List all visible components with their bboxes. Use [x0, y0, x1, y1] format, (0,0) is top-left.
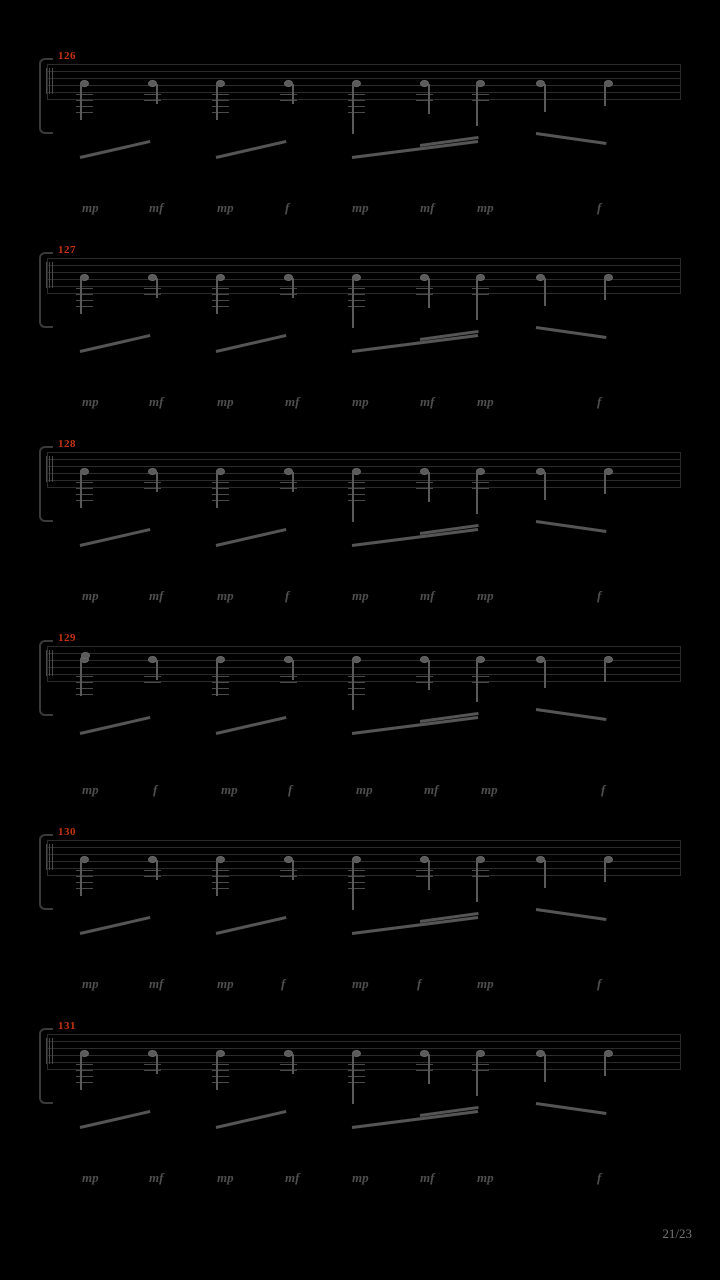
dynamic-marking: mf	[420, 394, 435, 409]
ledger-line	[144, 288, 161, 289]
note-stem	[544, 1054, 546, 1082]
dynamic-marking: mp	[477, 588, 494, 603]
dynamic-marking: mp	[352, 976, 369, 991]
ledger-line	[348, 882, 365, 883]
dynamic-marking: mp	[356, 782, 373, 797]
ledger-line	[76, 870, 93, 871]
ledger-line	[212, 888, 229, 889]
dynamic-marking: f	[281, 976, 286, 991]
beam	[352, 1110, 478, 1129]
dynamic-marking: f	[597, 1170, 602, 1185]
measure-number: 130	[58, 826, 76, 838]
note-stem	[476, 660, 478, 702]
ledger-line	[144, 682, 161, 683]
dynamic-marking: mf	[420, 588, 435, 603]
ledger-line	[144, 876, 161, 877]
ledger-line	[76, 694, 93, 695]
dynamic-marking: mp	[481, 782, 498, 797]
ledger-line	[416, 294, 433, 295]
ledger-line	[212, 294, 229, 295]
note-stem	[352, 84, 354, 134]
ledger-line	[472, 100, 489, 101]
dynamic-marking: mp	[82, 394, 99, 409]
ledger-line	[348, 1076, 365, 1077]
note-stem	[156, 660, 158, 680]
ledger-line	[416, 1064, 433, 1065]
ledger-line	[472, 294, 489, 295]
beam	[80, 140, 151, 159]
note-stem	[80, 860, 82, 896]
ledger-line	[348, 888, 365, 889]
note-stem	[216, 660, 218, 696]
barline	[47, 258, 48, 294]
measure-number: 128	[58, 438, 76, 450]
measure-number: 127	[58, 244, 76, 256]
ledger-line	[144, 1064, 161, 1065]
dynamic-marking: f	[417, 976, 422, 991]
beam	[80, 528, 151, 547]
note-stem	[80, 472, 82, 508]
ledger-line	[416, 876, 433, 877]
ledger-line	[416, 482, 433, 483]
ledger-line	[144, 94, 161, 95]
dynamic-marking: mp	[352, 588, 369, 603]
ledger-line	[280, 876, 297, 877]
ledger-line	[212, 1076, 229, 1077]
measure-number: 129	[58, 632, 76, 644]
barline	[680, 258, 681, 294]
note-stem	[156, 860, 158, 880]
note-stem	[428, 278, 430, 308]
dynamic-marking: mp	[82, 782, 99, 797]
note-stem	[604, 660, 606, 682]
ledger-line	[212, 500, 229, 501]
dynamic-marking: mp	[477, 976, 494, 991]
ledger-line	[76, 288, 93, 289]
ledger-line	[348, 112, 365, 113]
staff-system	[0, 632, 720, 802]
ledger-line	[348, 1070, 365, 1071]
ledger-line	[348, 870, 365, 871]
ledger-line	[348, 1082, 365, 1083]
ledger-line	[212, 482, 229, 483]
ledger-line	[348, 294, 365, 295]
ledger-line	[348, 94, 365, 95]
barline	[47, 840, 48, 876]
note-stem	[428, 84, 430, 114]
note-stem	[80, 84, 82, 120]
ledger-line	[280, 676, 297, 677]
ledger-line	[472, 876, 489, 877]
ledger-line	[144, 100, 161, 101]
ledger-line	[144, 870, 161, 871]
dynamic-marking: mp	[217, 588, 234, 603]
beam	[216, 528, 287, 547]
ledger-line	[280, 482, 297, 483]
dynamic-marking: f	[285, 588, 290, 603]
ledger-line	[280, 1064, 297, 1065]
beam	[536, 520, 606, 533]
beam	[80, 916, 151, 935]
staff-system	[0, 244, 720, 414]
beam	[536, 1102, 606, 1115]
dynamic-marking: mf	[149, 394, 164, 409]
ledger-line	[212, 688, 229, 689]
note-stem	[216, 860, 218, 896]
barline	[680, 64, 681, 100]
ledger-line	[144, 676, 161, 677]
ledger-line	[144, 482, 161, 483]
ledger-line	[76, 100, 93, 101]
ledger-line	[212, 106, 229, 107]
ledger-line	[144, 294, 161, 295]
beam	[536, 908, 606, 921]
ledger-line	[280, 94, 297, 95]
note-stem	[292, 84, 294, 104]
beam	[216, 334, 287, 353]
staff-system	[0, 438, 720, 608]
note-stem	[544, 278, 546, 306]
ledger-line	[348, 488, 365, 489]
dynamic-marking: mp	[477, 394, 494, 409]
dynamic-marking: mp	[352, 200, 369, 215]
note-stem	[604, 472, 606, 494]
ledger-line	[280, 1070, 297, 1071]
dynamic-marking: mf	[149, 1170, 164, 1185]
ledger-line	[348, 494, 365, 495]
dynamic-marking: mf	[424, 782, 439, 797]
note-stem	[544, 84, 546, 112]
beam	[216, 140, 287, 159]
ledger-line	[76, 876, 93, 877]
note-stem	[428, 472, 430, 502]
dynamic-marking: f	[288, 782, 293, 797]
beam	[352, 528, 478, 547]
ledger-line	[144, 488, 161, 489]
beam	[352, 916, 478, 935]
note-stem	[428, 860, 430, 890]
dynamic-marking: mf	[149, 200, 164, 215]
dynamic-marking: mp	[477, 200, 494, 215]
ledger-line	[76, 882, 93, 883]
beam	[216, 716, 287, 735]
note-stem	[476, 860, 478, 902]
beam	[80, 716, 151, 735]
note-stem	[292, 660, 294, 680]
ledger-line	[348, 694, 365, 695]
ledger-line	[472, 488, 489, 489]
note-stem	[604, 84, 606, 106]
barline	[680, 1034, 681, 1070]
beam	[536, 132, 606, 145]
note-stem	[352, 1054, 354, 1104]
dynamic-marking: mp	[352, 1170, 369, 1185]
dynamic-marking: f	[601, 782, 606, 797]
dynamic-marking: mp	[221, 782, 238, 797]
note-stem	[428, 660, 430, 690]
ledger-line	[472, 1064, 489, 1065]
ledger-line	[348, 682, 365, 683]
ledger-line	[76, 888, 93, 889]
note-stem	[292, 860, 294, 880]
ledger-line	[472, 682, 489, 683]
ledger-line	[416, 870, 433, 871]
ledger-line	[76, 1064, 93, 1065]
dynamic-marking: f	[597, 394, 602, 409]
dynamic-marking: mf	[285, 1170, 300, 1185]
beam	[352, 140, 478, 159]
ledger-line	[76, 488, 93, 489]
ledger-line	[280, 488, 297, 489]
dynamic-marking: f	[597, 976, 602, 991]
staff-system	[0, 826, 720, 996]
ledger-line	[472, 870, 489, 871]
note-stem	[428, 1054, 430, 1084]
dynamic-marking: mp	[82, 976, 99, 991]
beam	[80, 334, 151, 353]
ledger-line	[212, 494, 229, 495]
ledger-line	[76, 482, 93, 483]
ledger-line	[212, 682, 229, 683]
ledger-line	[76, 1076, 93, 1077]
ledger-line	[212, 100, 229, 101]
barline	[680, 452, 681, 488]
page-number: 21/23	[662, 1226, 692, 1241]
note-stem	[216, 472, 218, 508]
note-stem	[476, 278, 478, 320]
measure-number: 126	[58, 50, 76, 62]
beam	[536, 326, 606, 339]
dynamic-marking: mf	[420, 200, 435, 215]
staff-system	[0, 50, 720, 220]
ledger-line	[76, 112, 93, 113]
ledger-line	[76, 1082, 93, 1083]
staff-system	[0, 1020, 720, 1190]
dynamic-marking: mf	[149, 588, 164, 603]
ledger-line	[472, 288, 489, 289]
note-stem	[352, 472, 354, 522]
ledger-line	[212, 694, 229, 695]
ledger-line	[212, 288, 229, 289]
note-stem	[216, 278, 218, 314]
ledger-line	[212, 94, 229, 95]
ledger-line	[212, 870, 229, 871]
ledger-line	[76, 676, 93, 677]
note-stem	[216, 1054, 218, 1090]
dynamic-marking: mp	[477, 1170, 494, 1185]
ledger-line	[212, 676, 229, 677]
barline	[47, 452, 48, 488]
ledger-line	[212, 1082, 229, 1083]
beam	[536, 708, 606, 721]
ledger-line	[76, 300, 93, 301]
ledger-line	[416, 100, 433, 101]
ledger-line	[212, 112, 229, 113]
beam	[352, 334, 478, 353]
dynamic-marking: f	[153, 782, 158, 797]
ledger-line	[348, 676, 365, 677]
note-stem	[544, 472, 546, 500]
ledger-line	[348, 306, 365, 307]
dynamic-marking: mp	[217, 976, 234, 991]
note-stem	[216, 84, 218, 120]
ledger-line	[212, 876, 229, 877]
ledger-line	[348, 106, 365, 107]
barline	[680, 646, 681, 682]
barline	[47, 64, 48, 100]
note-stem	[544, 860, 546, 888]
note-stem	[352, 278, 354, 328]
note-stem	[604, 278, 606, 300]
beam	[216, 1110, 287, 1129]
ledger-line	[348, 100, 365, 101]
note-stem	[156, 84, 158, 104]
note-stem	[292, 278, 294, 298]
ledger-line	[76, 1070, 93, 1071]
note-stem	[292, 472, 294, 492]
ledger-line	[348, 300, 365, 301]
ledger-line	[280, 682, 297, 683]
note-stem	[80, 1054, 82, 1090]
note-stem	[604, 860, 606, 882]
note-stem	[156, 1054, 158, 1074]
beam	[216, 916, 287, 935]
ledger-line	[348, 500, 365, 501]
ledger-line	[76, 94, 93, 95]
ledger-line	[348, 482, 365, 483]
ledger-line	[472, 94, 489, 95]
dynamic-marking: f	[597, 588, 602, 603]
ledger-line	[416, 288, 433, 289]
ledger-line	[472, 482, 489, 483]
note-head	[81, 652, 90, 659]
dynamic-marking: f	[597, 200, 602, 215]
ledger-line	[280, 288, 297, 289]
note-stem	[544, 660, 546, 688]
ledger-line	[416, 94, 433, 95]
note-stem	[476, 1054, 478, 1096]
note-stem	[604, 1054, 606, 1076]
ledger-line	[472, 1070, 489, 1071]
ledger-line	[348, 1064, 365, 1065]
dynamic-marking: mp	[82, 1170, 99, 1185]
dynamic-marking: mf	[285, 394, 300, 409]
ledger-line	[76, 306, 93, 307]
note-stem	[80, 660, 82, 696]
ledger-line	[416, 1070, 433, 1071]
ledger-line	[212, 882, 229, 883]
ledger-line	[212, 1070, 229, 1071]
barline	[47, 646, 48, 682]
ledger-line	[144, 1070, 161, 1071]
ledger-line	[76, 106, 93, 107]
ledger-line	[280, 870, 297, 871]
ledger-line	[472, 676, 489, 677]
note-stem	[476, 84, 478, 126]
ledger-line	[348, 288, 365, 289]
note-stem	[80, 278, 82, 314]
ledger-line	[280, 100, 297, 101]
dynamic-marking: mp	[352, 394, 369, 409]
beam	[80, 1110, 151, 1129]
ledger-line	[348, 688, 365, 689]
ledger-line	[76, 500, 93, 501]
dynamic-marking: mf	[420, 1170, 435, 1185]
note-stem	[292, 1054, 294, 1074]
ledger-line	[76, 688, 93, 689]
dynamic-marking: mp	[217, 200, 234, 215]
barline	[47, 1034, 48, 1070]
note-stem	[156, 278, 158, 298]
dynamic-marking: mp	[82, 588, 99, 603]
note-stem	[352, 660, 354, 710]
barline	[680, 840, 681, 876]
ledger-line	[76, 494, 93, 495]
ledger-line	[76, 294, 93, 295]
dynamic-marking: mp	[82, 200, 99, 215]
ledger-line	[212, 488, 229, 489]
ledger-line	[76, 682, 93, 683]
ledger-line	[348, 876, 365, 877]
ledger-line	[280, 294, 297, 295]
measure-number: 131	[58, 1020, 76, 1032]
ledger-line	[212, 306, 229, 307]
dynamic-marking: f	[285, 200, 290, 215]
ledger-line	[416, 682, 433, 683]
dynamic-marking: mp	[217, 394, 234, 409]
ledger-line	[212, 300, 229, 301]
note-stem	[476, 472, 478, 514]
note-stem	[156, 472, 158, 492]
ledger-line	[416, 488, 433, 489]
note-stem	[352, 860, 354, 910]
dynamic-marking: mp	[217, 1170, 234, 1185]
beam	[352, 716, 478, 735]
ledger-line	[416, 676, 433, 677]
ledger-line	[212, 1064, 229, 1065]
dynamic-marking: mf	[149, 976, 164, 991]
